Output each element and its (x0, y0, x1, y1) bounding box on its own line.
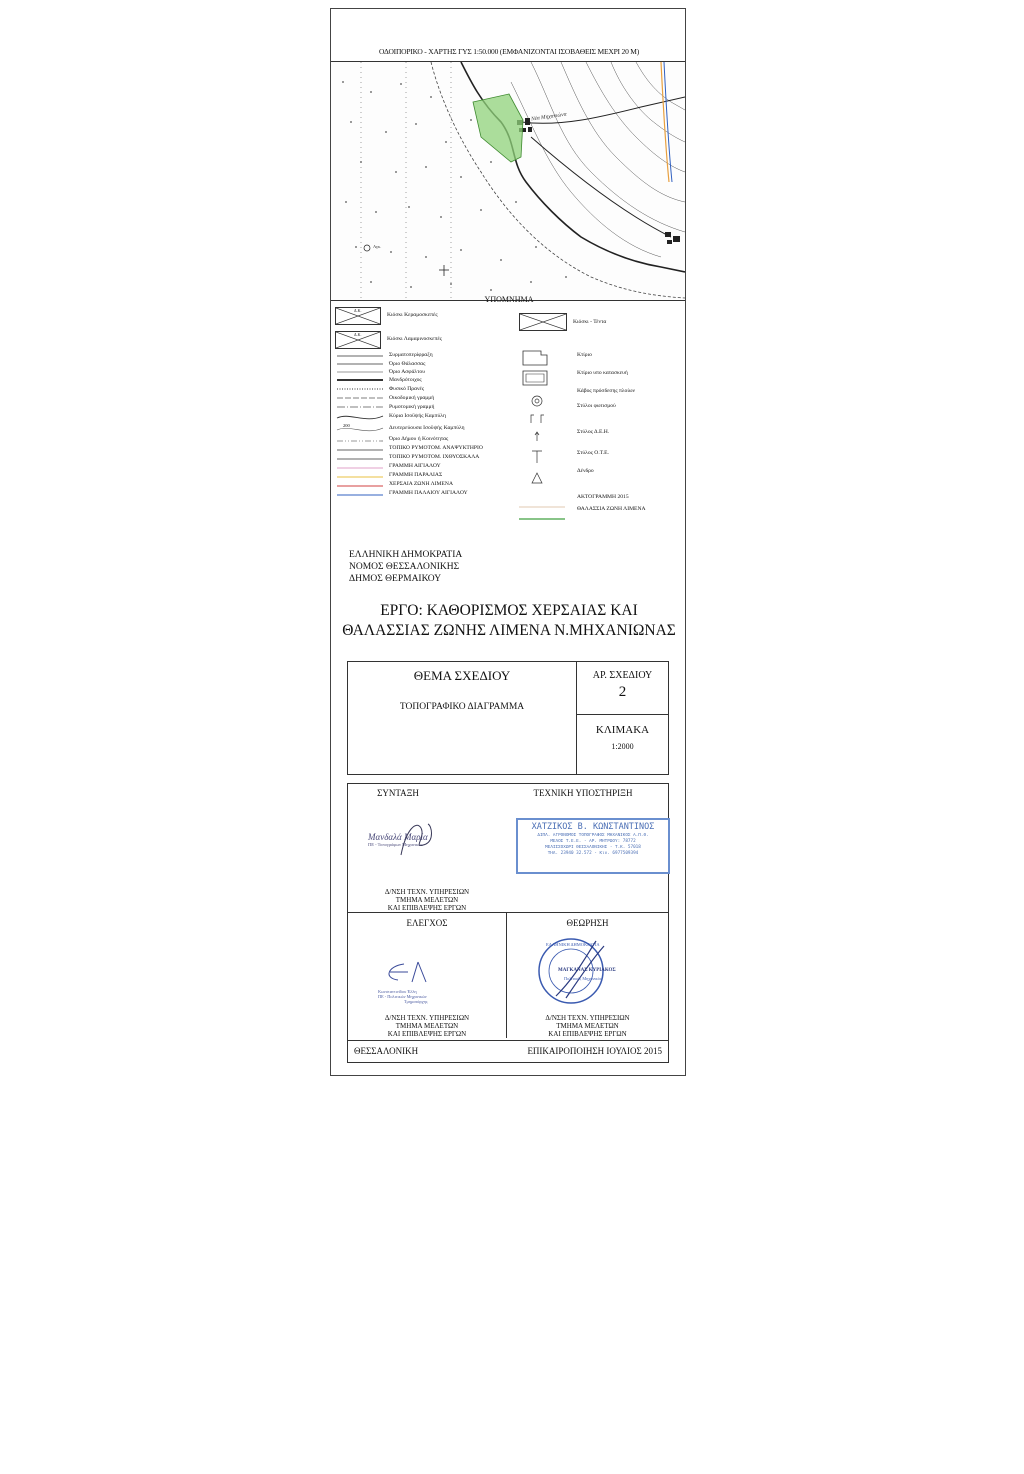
legend-power-pole: Στύλος Δ.Ε.Η. (577, 429, 610, 435)
legend-main-contour: Κύρια Ισοϋψής Καμπύλη (389, 413, 446, 419)
contour-value: 200 (343, 423, 350, 428)
legend-left-list (389, 352, 483, 499)
drawing-number-value: 2 (618, 684, 627, 700)
checker-signature (378, 960, 478, 1004)
divider (348, 1040, 668, 1041)
legend-shoreline: ΓΡΑΜΜΗ ΑΙΓΙΑΛΟΥ (389, 463, 441, 469)
drawing-info-box (347, 661, 669, 775)
drawing-sheet (330, 8, 686, 1076)
town-label: Νέα Μηχανιώνα (530, 111, 567, 123)
organisation-block (349, 549, 462, 585)
checker-department (348, 1014, 506, 1038)
legend-secondary-contour: Δευτερεύουσα Ισοϋψής Καμπύλη (389, 425, 465, 431)
legend-right-list (577, 352, 646, 515)
anchorage-label: Αγκ. (373, 244, 382, 249)
seal-text: ΕΛΛΗΝΙΚΗ ΔΗΜΟΚΡΑΤΙΑ (546, 942, 600, 947)
legend-telecom-pole: Στύλος Ο.Τ.Ε. (577, 450, 609, 456)
footer-city: ΘΕΣΣΑΛΟΝΙΚΗ (354, 1046, 419, 1056)
legend-line-symbols (335, 352, 385, 532)
stamp-phone: ΤΗΛ. 23940 32.572 - Κιν. 6977509394 (547, 851, 639, 856)
check-label: ΕΛΕΓΧΟΣ (406, 918, 448, 928)
composer-signature (368, 832, 468, 847)
legend-old-shoreline: ΓΡΑΜΜΗ ΠΑΛΑΙΟΥ ΑΙΓΙΑΛΟΥ (389, 490, 468, 496)
stamp-profession: ΔΙΠΛ. ΑΓΡΟΝΟΜΟΣ ΤΟΠΟΓΡΑΦΟΣ ΜΗΧΑΝΙΚΟΣ Α.Π.Θ. (537, 833, 649, 838)
stamp-name: ΧΑΤΖΙΚΟΣ Β. ΚΩΝΣΤΑΝΤΙΝΟΣ (531, 822, 655, 832)
divider (348, 912, 668, 913)
kiosk-tent-symbol (519, 313, 567, 331)
stamp-registry: ΜΕΛΟΣ Τ.Ε.Ε. - ΑΡ. ΜΗΤΡΩΟΥ: 78772 (550, 839, 636, 844)
legend-street-line: Ρυμοτομική γραμμή (389, 404, 435, 410)
scale-label: ΚΛΙΜΑΚΑ (595, 724, 650, 736)
legend-local-fish: ΤΟΠΙΚΟ ΡΥΜΟΤΟΜ. ΙΧΘΥΟΣΚΑΛΑ (389, 454, 480, 460)
legend-fence: Συρματοπερίφραξη (389, 352, 433, 358)
stamp-address: ΜΕΛΙΣΣΟΧΩΡΙ ΘΕΣΣΑΛΟΝΙΚΗΣ - Τ.Κ. 57018 (545, 845, 641, 850)
approver-department (507, 1014, 668, 1038)
map-title: ΟΔΟΙΠΟΡΙΚΟ - ΧΑΡΤΗΣ ΓΥΣ 1:50.000 (ΕΜΦΑΝΙΖΟΝΤΑΙ ΙΣΟΒΑΘΕΙΣ ΜΕΧΡΙ 20 Μ) (378, 47, 640, 56)
org-prefecture: ΝΟΜΟΣ ΘΕΣΣΑΛΟΝΙΚΗΣ (349, 562, 460, 572)
kiosk-ceramic-code: Δ.Κ. (354, 308, 362, 313)
org-republic: ΕΛΛΗΝΙΚΗ ΔΗΜΟΚΡΑΤΙΑ (349, 550, 463, 560)
legend-sea-zone: ΘΑΛΑΣΣΙΑ ΖΩΝΗ ΛΙΜΕΝΑ (577, 506, 646, 512)
approver-name: ΜΑΓΚΑΝΑΣ ΚΥΡΙΑΚΟΣ (558, 968, 616, 973)
composer-title: ΠΕ - Τοπογράφων Μηχανικών (368, 842, 424, 847)
official-seal (532, 934, 652, 1014)
checker-name: Κωνσταντινίδου Έλλη (378, 989, 417, 994)
legend-light-poles: Στύλοι φωτισμού (577, 403, 616, 409)
kiosk-ceramic-symbol (335, 307, 381, 325)
approval-label: ΘΕΩΡΗΣΗ (566, 918, 609, 928)
dept-line-2: ΤΜΗΜΑ ΜΕΛΕΤΩΝ (556, 1022, 619, 1030)
legend-sea-limit: Όριο Θάλασσας (389, 361, 426, 367)
footer-update: ΕΠΙΚΑΙΡΟΠΟΙΗΣΗ ΙΟΥΛΙΟΣ 2015 (527, 1046, 662, 1056)
tech-support-label: ΤΕΧΝΙΚΗ ΥΠΟΣΤΗΡΙΞΗ (533, 788, 633, 798)
scale-value: 1:2000 (611, 742, 634, 751)
legend-kiosk-ceramic: Κιόσκι Κεραμοσκεπές (387, 312, 438, 318)
project-line-1: ΕΡΓΟ: ΚΑΘΟΡΙΣΜΟΣ ΧΕΡΣΑΙΑΣ ΚΑΙ (380, 602, 638, 619)
legend-mooring-bollard: Κάβος πρόσδεσης πλοίων (577, 388, 636, 394)
map-drawing (331, 62, 685, 300)
legend-municipality-limit: Όριο Δήμου ή Κοινότητας (389, 436, 449, 442)
legend-building-under-construction: Κτίριο υπο κατασκευή (577, 370, 628, 376)
kiosk-metal-symbol (335, 331, 381, 349)
legend-title: ΥΠΟΜΝΗΜΑ (484, 295, 534, 304)
subject-value: ΤΟΠΟΓΡΑΦΙΚΟ ΔΙΑΓΡΑΜΜΑ (399, 702, 525, 712)
checker-role: Τμηματάρχης (404, 999, 428, 1004)
kiosk-metal-code: Δ.Κ. (354, 332, 362, 337)
legend-right-symbols (519, 349, 565, 539)
legend-beach-line: ΓΡΑΜΜΗ ΠΑΡΑΛΙΑΣ (389, 472, 443, 478)
legend-tree: Δένδρο (577, 468, 594, 474)
legend-slope: Φυσικό Πρανές (389, 386, 425, 392)
project-title (331, 601, 687, 641)
legend-asphalt-limit: Όριο Ασφάλτου (389, 369, 425, 375)
legend-building: Κτίριο (577, 352, 592, 358)
legend-land-zone: ΧΕΡΣΑΙΑ ΖΩΝΗ ΛΙΜΕΝΑ (389, 481, 453, 487)
org-municipality: ΔΗΜΟΣ ΘΕΡΜΑΙΚΟΥ (349, 574, 442, 584)
legend-building-line: Οικοδομική γραμμή (389, 395, 435, 401)
approver-title: Πολιτικός Μηχανικός (564, 976, 602, 981)
legend-coastline-2015: ΑΚΤΟΓΡΑΜΜΗ 2015 (577, 494, 629, 500)
dept-line-1: Δ/ΝΣΗ ΤΕΧΝ. ΥΠΗΡΕΣΙΩΝ (384, 1014, 470, 1022)
drawing-number-label: ΑΡ. ΣΧΕΔΙΟΥ (592, 670, 653, 681)
project-line-2: ΘΑΛΑΣΣΙΑΣ ΖΩΝΗΣ ΛΙΜΕΝΑ Ν.ΜΗΧΑΝΙΩΝΑΣ (342, 622, 676, 639)
dept-line-3: ΚΑΙ ΕΠΙΒΛΕΨΗΣ ΕΡΓΩΝ (387, 904, 467, 912)
legend-kiosk-tent: Κιόσκι - Τέντα (573, 319, 607, 325)
dept-line-1: Δ/ΝΣΗ ΤΕΧΝ. ΥΠΗΡΕΣΙΩΝ (384, 888, 470, 896)
legend-wall: Μανδρότοιχος (389, 377, 422, 383)
checker-title: ΠΕ - Πολιτικών Μηχανικών (378, 994, 427, 999)
signature-box (347, 783, 669, 1063)
dept-line-2: ΤΜΗΜΑ ΜΕΛΕΤΩΝ (395, 896, 459, 904)
composer-department (348, 888, 506, 912)
legend-kiosk-metal: Κιόσκι Λαμαρινοσκεπές (387, 336, 442, 342)
engineer-stamp (516, 818, 670, 874)
topographic-map (331, 61, 685, 301)
checker-scribble (378, 960, 438, 984)
dept-line-3: ΚΑΙ ΕΠΙΒΛΕΨΗΣ ΕΡΓΩΝ (387, 1030, 467, 1038)
dept-line-3: ΚΑΙ ΕΠΙΒΛΕΨΗΣ ΕΡΓΩΝ (548, 1030, 627, 1038)
signature-scribble (396, 820, 436, 860)
composer-name: Μανδαλά Μαρία (368, 832, 428, 842)
dept-line-2: ΤΜΗΜΑ ΜΕΛΕΤΩΝ (395, 1022, 459, 1030)
divider (576, 714, 668, 715)
legend-local-cafe: ΤΟΠΙΚΟ ΡΥΜΟΤΟΜ. ΑΝΑΨΥΚΤΗΡΙΟ (389, 445, 483, 451)
dept-line-1: Δ/ΝΣΗ ΤΕΧΝ. ΥΠΗΡΕΣΙΩΝ (545, 1014, 630, 1022)
composition-label: ΣΥΝΤΑΞΗ (377, 788, 419, 798)
subject-label: ΘΕΜΑ ΣΧΕΔΙΟΥ (413, 668, 511, 683)
